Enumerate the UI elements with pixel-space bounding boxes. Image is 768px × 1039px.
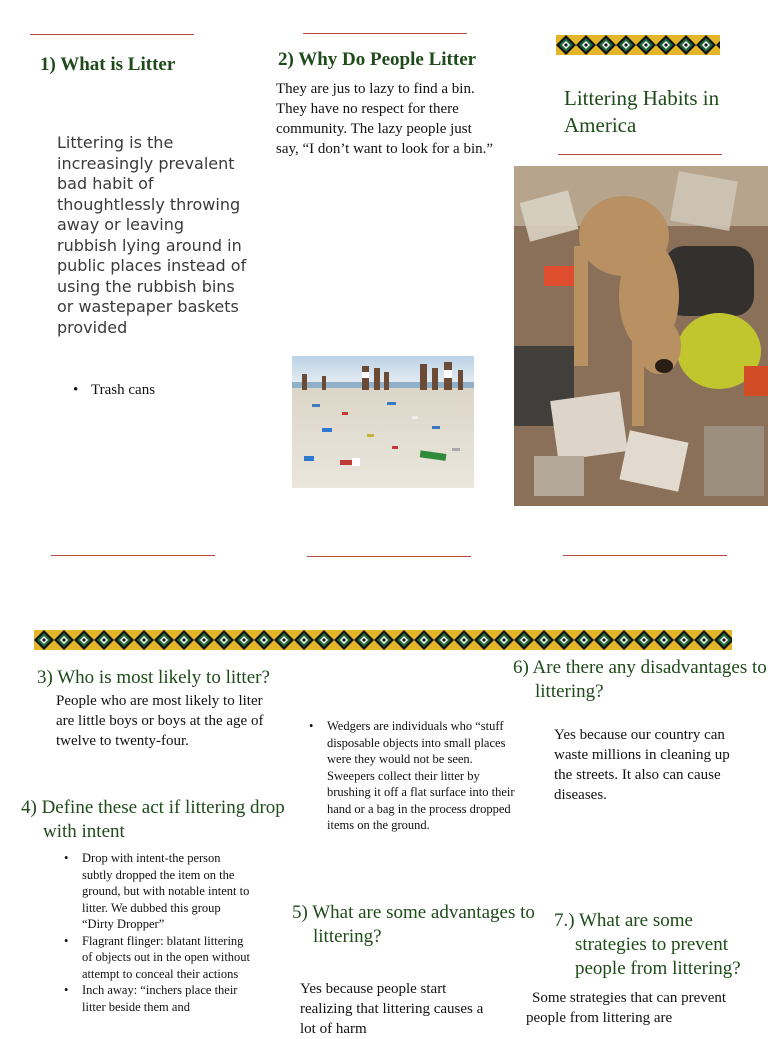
section5-heading [292, 901, 552, 949]
section3-text: People who are most likely to liter are little boys or boys at the age of twelve to twenty-four. [56, 693, 264, 749]
sweepers-text: Sweepers collect their litter by brushing it off a flat surface into their hand or a bag in the process dropped items on the ground. [327, 768, 515, 832]
brochure-title: Littering Habits in America [564, 86, 720, 137]
wedgers-text: Wedgers are individuals who “stuff disposable objects into small places were they would not be seen. [327, 719, 506, 766]
section6-text: Yes because our country can waste millions in cleaning up the streets. It also can cause diseases. [554, 727, 730, 803]
section5-text: Yes because people start realizing that littering causes a lot of harm [300, 981, 484, 1037]
divider-rule [303, 33, 467, 34]
section4-heading-text: 4) Define these act if littering drop with intent [21, 797, 285, 842]
list-item [309, 718, 521, 834]
decorative-border-pattern [34, 630, 732, 650]
list-item: • Flagrant flinger: blatant littering of objects out in the open without attempt to conceal their actions [64, 933, 254, 983]
decorative-border-pattern [556, 35, 720, 55]
divider-rule [558, 154, 722, 155]
list-item: • Drop with intent-the person subtly dropped the item on the ground, but with notable intent to litter. We dubbed this group “Dirty Dropper” [64, 850, 254, 933]
divider-rule [307, 556, 471, 557]
wedgers-bullet-list [309, 718, 521, 834]
beach-litter-photo [292, 356, 474, 488]
dog-in-garbage-photo [514, 166, 768, 506]
panel1-bullet-list [73, 380, 243, 400]
section7-text: Some strategies that can prevent people from littering are [526, 990, 727, 1026]
divider-rule [563, 555, 727, 556]
section7-heading-text: 7.) What are some strategies to prevent people from littering? [554, 910, 741, 979]
section7-heading [554, 909, 768, 981]
section3-heading: 3) Who is most likely to litter? [37, 667, 270, 688]
panel1-heading: 1) What is Litter [40, 54, 176, 75]
section4-bullet-list [64, 850, 254, 1015]
divider-rule [51, 555, 215, 556]
panel2-heading: 2) Why Do People Litter [278, 49, 477, 70]
section4-heading [21, 796, 291, 844]
litter-definition: Littering is the increasingly prevalent bad habit of thoughtlessly throwing away or leaving rubbish lying around in public places instead of using the rubbish bins or wastepaper baskets provided [57, 133, 247, 337]
list-item: • Inch away: “inchers place their litter beside them and [64, 982, 254, 1015]
section6-heading [513, 656, 768, 704]
list-item: • Trash cans [73, 380, 243, 400]
why-litter-text: They are jus to lazy to find a bin. They have no respect for there community. The lazy people just say, “I don’t want to look for a bin.” [276, 81, 494, 157]
divider-rule [30, 34, 194, 35]
section5-heading-text: 5) What are some advantages to littering? [292, 902, 535, 947]
section6-heading-text: 6) Are there any disadvantages to littering? [513, 657, 767, 702]
